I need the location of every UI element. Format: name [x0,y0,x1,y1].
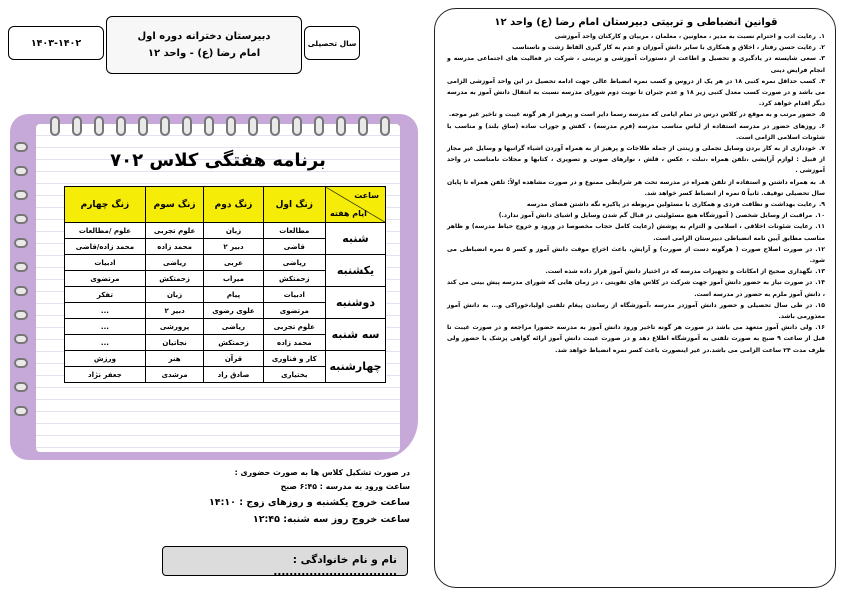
schedule-row [65,223,386,239]
rule-item [447,121,825,143]
spiral-coil [138,116,148,136]
period-header: زنگ دوم [204,187,263,223]
teacher-cell: محمد زاده [145,239,204,255]
exit-time-even-days: ساعت خروج یکشنبه و روزهای زوج : ۱۴:۱۰ [208,497,410,508]
timing-intro: در صورت تشکیل کلاس ها به صورت حضوری : [234,468,410,477]
rule-item [447,143,825,177]
timing-info [140,466,410,528]
subject-cell: تفکر [65,287,146,303]
spiral-coil [182,116,192,136]
rules-panel [434,8,836,588]
rule-item [447,244,825,266]
rule-item [447,300,825,322]
teacher-cell: محمد زاده/قاضی [65,239,146,255]
rule-text: در صورت نیاز به حضور دانش آموز جهت شرکت در کلاس های تقویتی ، در زمان هایی که شورای مدرسه پیش بینی می کند ، دانش آموز ملزم به حضور در مدرسه است. [447,279,825,298]
teacher-cell: جعفر نژاد [65,367,146,383]
subject-cell: ادبیات [263,287,325,303]
subject-cell: علوم /مطالعات [65,223,146,239]
corner-hour-label: ساعت [354,191,379,200]
rule-text: به همراه داشتن و استفاده از تلفن همراه در مدرسه تحت هر شرایطی ممنوع و در صورت مشاهده اولاً: تلفن همراه تا پایان سال تحصیلی توقیف. ثانیاً ۵ نمره از انضباط کسر خواهد شد. [447,178,825,197]
subject-cell: مطالعات [263,223,325,239]
rule-item [447,266,825,277]
rule-number: ۱۱. [815,223,825,231]
rule-number: ۵. [818,111,825,119]
schedule-table [64,186,386,383]
student-name-field [162,546,408,576]
rule-number: ۳. [818,55,825,63]
spiral-coil [336,116,346,136]
spiral-coil [160,116,170,136]
rule-text: مراقبت از وسایل شخصی ( آموزشگاه هیچ مسئولیتی در قبال گم شدن وسایل و اشیای دانش آموز ندارد.) [498,212,813,220]
subject-cell: هنر [145,351,204,367]
teacher-cell: محمد زاده [263,335,325,351]
subject-cell: علوم تجربی [263,319,325,335]
spiral-coil [50,116,60,136]
rule-item [447,322,825,356]
schedule-row [65,287,386,303]
rule-item [447,42,825,53]
rule-item [447,76,825,110]
rule-number: ۱۶. [815,324,825,332]
teacher-cell: ... [65,303,146,319]
rule-item [447,177,825,199]
day-cell: یکشنبه [326,255,386,287]
subject-cell: ریاضی [263,255,325,271]
rules-list [447,31,825,356]
spiral-coil [94,116,104,136]
schedule-row [65,319,386,335]
spiral-coil [270,116,280,136]
subject-cell: ریاضی [145,255,204,271]
schedule-corner-cell [326,187,386,223]
rule-item [447,199,825,210]
spiral-coil [204,116,214,136]
day-cell: دوشنبه [326,287,386,319]
corner-day-label: ایام هفته [330,209,367,218]
rule-number: ۱۴. [815,279,825,287]
subject-cell: زبان [204,223,263,239]
rule-number: ۱۳. [815,268,825,276]
academic-year-label: سال تحصیلی [307,38,357,48]
rule-item [447,53,825,75]
rule-number: ۷. [818,145,825,153]
teacher-cell: ... [65,335,146,351]
spiral-coil [248,116,258,136]
rule-number: ۹. [818,201,825,209]
rule-number: ۲. [818,44,825,52]
rules-title: قوانین انضباطی و تربیتی دبیرستان امام رضا (ع) واحد ۱۲ [494,17,778,28]
subject-cell: ریاضی [204,319,263,335]
rule-text: ولی دانش آموز متعهد می باشد در صورت هر گونه تاخیر ورود دانش آموز به مدرسه حضورا مراجعه و در صورت غیبت تا قبل از ساعت ۹ صبح به صورت تلفنی به آموزشگاه اطلاع دهد و در صورت غیبت دانش آموز ارائه گواهی پزشک یا حضور ولی ظرف مدت ۲۴ ساعت الزامی می باشد.در غیر اینصورت باعث کسر نمره انضباط خواهد شد. [447,324,825,354]
teacher-cell: علوی رضوی [204,303,263,319]
rule-number: ۱۰. [815,212,825,220]
teacher-cell: مرتضوی [65,271,146,287]
teacher-cell: مرتضوی [263,303,325,319]
teacher-cell: مرشدی [145,367,204,383]
teacher-cell: زحمتکش [204,335,263,351]
academic-year-label-box [304,26,360,60]
rule-text: سعی شایسته در یادگیری و تحصیل و اطاعت از دستورات آموزشی و تربیتی ، شرکت در فعالیت های اجتماعی مدرسه و انجام فرایض دینی [447,55,825,74]
subject-cell: کار و فناوری [263,351,325,367]
spiral-coil [358,116,368,136]
rule-text: رعایت شئونات اخلاقی ، اسلامی و التزام به پوشش (رعایت کامل حجاب مخصوصا در ورود و خروج حیاط مدرسه) و ظاهر مناسب مطابق آیین نامه انضباطی دبیرستان الزامی است. [447,223,825,242]
student-name-label: نام و نام خانوادگی : ............................... [273,554,397,578]
teacher-cell: دبیر ۲ [204,239,263,255]
teacher-cell: دبیر ۲ [145,303,204,319]
spiral-coil [314,116,324,136]
subject-cell: پیام [204,287,263,303]
school-name-line2: امام رضا (ع) - واحد ۱۲ [147,48,261,59]
schedule-header-row [65,187,386,223]
rule-item [447,210,825,221]
academic-year: ۱۴۰۳-۱۴۰۲ [30,37,82,49]
rule-text: در صورت اصلاح صورت ( هرگونه دست از صورت) و آرایش، باعث اخراج موقت دانش آموز و کسر ۵ نمره انضباطی می شود. [447,245,825,265]
spiral-coil [292,116,302,136]
rule-text: نگهداری صحیح از امکانات و تجهیزات مدرسه که در اختیار دانش آموز قرار داده شده است. [545,268,813,276]
rule-number: ۱۲. [815,245,825,253]
arrival-time: ساعت ورود به مدرسه : ۶:۴۵ صبح [280,482,410,491]
teacher-cell: صادق راد [204,367,263,383]
rule-text: در طی سال تحصیلی و حضور دانش آموزدر مدرسه ،آموزشگاه از رساندن پیغام تلفنی اولیا،خوراکی و... به دانش آموز معذورمی باشد. [447,301,825,321]
period-header: زنگ چهارم [65,187,146,223]
rule-item [447,277,825,299]
rule-text: خودداری از به کار بردن وسایل تجملی و زینتی از جمله طلاجات و پرهیز از به همراه آوردن اشیاء گرانبها و وسایل غیر مجاز از قبیل : لوازم آرایشی ،تلفن همراه ،تبلت ، عکس ، فلش ، نوارهای صوتی و تصویری ، کتابها و مجلات نامناسب در واحد آموزشی . [447,145,825,175]
rule-text: حضور مرتب و به موقع در کلاس درس در تمام ایامی که مدرسه رسما دایر است و پرهیز از هر گونه غیبت و تاخیر غیر موجه. [448,111,816,119]
teacher-cell: زحمتکش [145,271,204,287]
rule-number: ۱۵. [815,301,825,309]
period-header: زنگ اول [263,187,325,223]
exit-time-tuesday: ساعت خروج روز سه شنبه: ۱۲:۴۵ [252,514,410,525]
spiral-coil [116,116,126,136]
schedule-title: برنامه هفتگی کلاس ۷۰۲ [110,150,326,171]
rule-text: رعایت حسن رفتار ، اخلاق و همکاری با سایر دانش آموزان و عدم به کار گیری الفاظ زشت و ناسناسب [512,44,816,52]
subject-cell: علوم تجربی [145,223,204,239]
teacher-cell: قاضی [263,239,325,255]
rule-number: ۸. [818,178,825,186]
academic-year-box [8,26,104,60]
period-header: زنگ سوم [145,187,204,223]
schedule-body [65,223,386,383]
notebook-frame [10,114,418,460]
rule-number: ۴. [818,77,825,85]
day-cell: سه شنبه [326,319,386,351]
teacher-cell: بختیاری [263,367,325,383]
rule-item [447,221,825,243]
subject-cell: ورزش [65,351,146,367]
spiral-coil [380,116,390,136]
day-cell: چهارشنبه [326,351,386,383]
subject-cell: عربی [204,255,263,271]
rule-item [447,31,825,42]
schedule-row [65,255,386,271]
day-cell: شنبه [326,223,386,255]
rule-number: ۱. [818,33,825,40]
rule-text: روزهای حضور در مدرسه استفاده از لباس مناسب مدرسه (فرم مدرسه) ، کفش و جوراب ساده (ساق بلند) و مناسب با شئونات اسلامی الزامی است. [447,122,825,141]
schedule-row [65,351,386,367]
rule-item [447,109,825,120]
rule-text: رعایت بهداشت و نظافت فردی و همکاری با مسئولین مربوطه در پاکیزه نگه داشتن فضای مدرسه [526,201,816,209]
teacher-cell: نجاتیان [145,335,204,351]
teacher-cell: زحمتکش [263,271,325,287]
school-name-box [106,16,302,74]
rule-text: رعایت ادب و احترام نسبت به مدیر ، معاونین ، معلمان ، مربیان و کارکنان واحد آموزشی [554,33,816,40]
subject-cell: ادبیات [65,255,146,271]
spiral-coil [72,116,82,136]
school-name-line1: دبیرستان دخترانه دوره اول [137,31,271,42]
subject-cell: قرآن [204,351,263,367]
rule-number: ۶. [818,122,825,130]
subject-cell: ... [65,319,146,335]
rule-text: کسب حداقل نمره کتبی ۱۸ در هر یک از دروس و کسب نمره انضباط عالی جهت ادامه تحصیل در این واحد آموزشی الزامی می باشد و در صورت کسب معدل کتبی زیر ۱۸ و عدم جبران تا نوبت دوم شورای مدرسه نسبت به انتقال دانش آموز به مدرسه دیگر اقدام خواهد کرد. [447,77,826,108]
notebook-page [36,124,400,452]
teacher-cell: میراب [204,271,263,287]
subject-cell: پرورشی [145,319,204,335]
subject-cell: زبان [145,287,204,303]
spiral-coil [226,116,236,136]
notebook-binding [14,142,30,432]
